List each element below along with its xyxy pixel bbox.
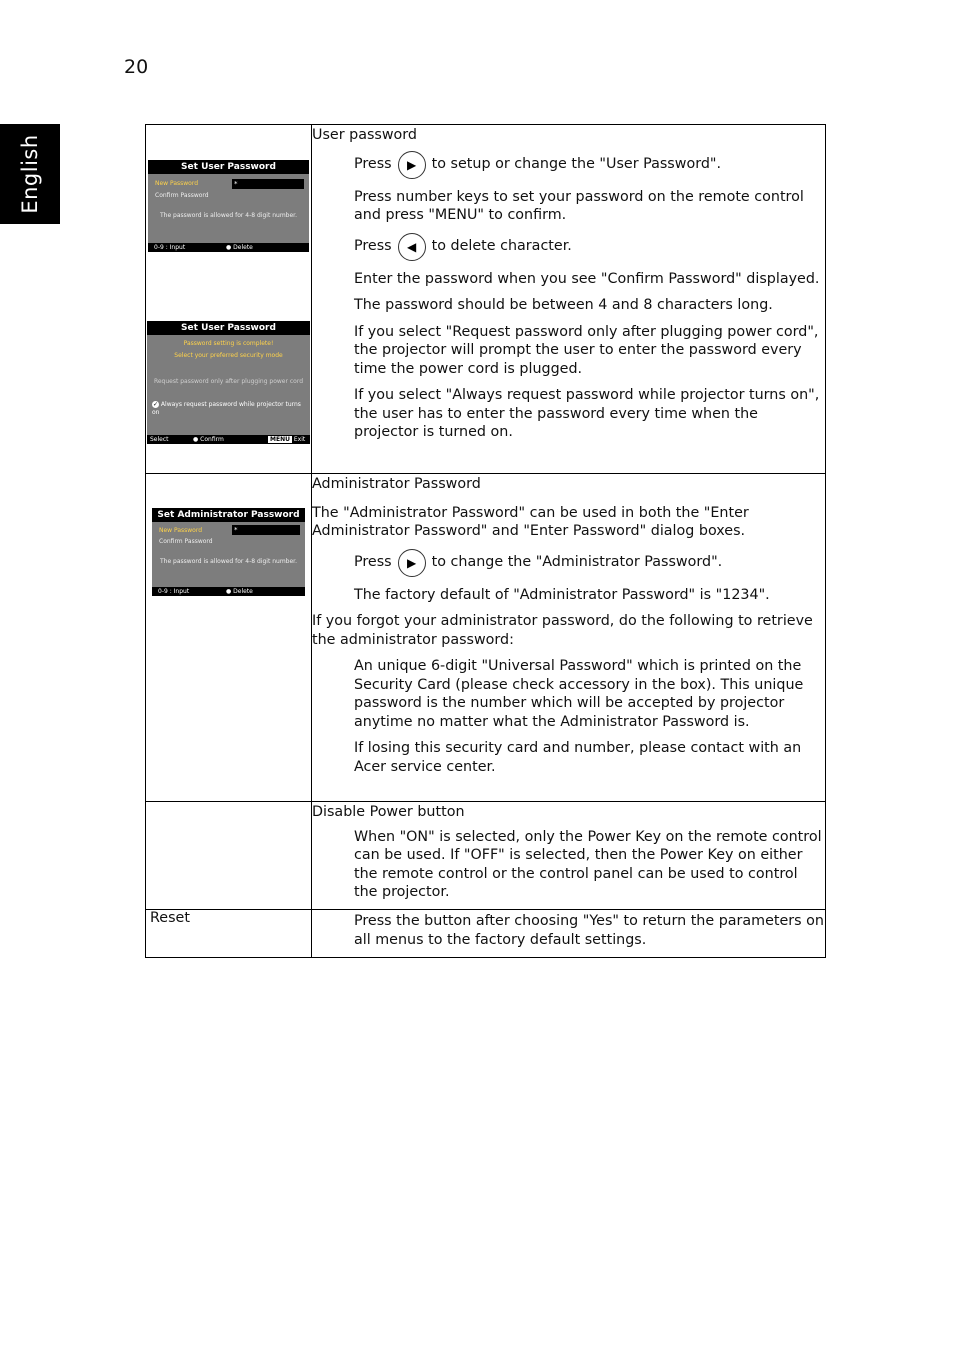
table-row-admin-password [146,474,826,802]
length-instruction: The password should be between 4 and 8 characters long. [354,297,773,313]
request-mode-description: If you select "Request password only after plugging power cord", the projector will prompt the user to enter the password every time the power cord is plugged. [354,323,819,377]
press-setup-line [312,151,825,179]
user-password-description [312,125,826,474]
section-title-disable-power: Disable Power button [312,804,465,820]
press-delete-line [312,233,825,261]
language-tab [0,124,60,224]
language-tab-label: English [18,134,42,214]
always-mode-description: If you select "Always request password while projector turns on", the user has to enter the password every time when the projector is turned on. [354,387,820,440]
osd-footer-exit-label: Exit [293,436,306,443]
osd-footer-delete: ● Delete [226,244,253,251]
osd-option-always [152,401,310,417]
table-row-reset [146,910,826,958]
universal-password-description: An unique 6-digit "Universal Password" which is printed on the Security Card (please check accessory in the box). This unique password is the number which will be accepted by projector anytime no matter what the Administrator Password is. [354,658,804,730]
reset-label-cell [146,910,312,958]
osd-message: The password is allowed for 4-8 digit number. [159,212,297,219]
admin-password-description [312,474,826,802]
osd-footer [148,243,309,252]
menu-key-icon: MENU [270,436,290,443]
osd-complete-message: Password setting is complete! [183,340,274,347]
reset-label: Reset [150,910,190,926]
admin-default: The factory default of "Administrator Password" is "1234". [354,586,770,603]
section-title-admin-password: Administrator Password [312,476,481,492]
osd-security-mode [147,321,310,444]
disable-power-text: When "ON" is selected, only the Power Key on the remote control can be used. If "OFF" is selected, then the Power Key on either the remote control or the control panel can be used to control the projector. [354,828,822,900]
reset-text: Press the button after choosing "Yes" to return the parameters on all menus to the factory default settings. [354,913,824,948]
empty-cell [146,802,312,910]
right-arrow-button-icon: ▶ [398,151,426,179]
press-word: Press [354,156,392,173]
reset-description [312,910,826,958]
osd-option-request: Request password only after plugging power cord [153,378,304,385]
osd-message: The password is allowed for 4-8 digit number. [159,558,297,565]
osd-confirm-password-label: Confirm Password [155,192,209,199]
press-delete-text: to delete character. [431,238,572,255]
osd-title: Set Administrator Password [152,508,305,522]
osd-footer-confirm: ● Confirm [193,436,224,443]
osd-footer-input: 0-9 : Input [154,244,186,251]
osd-confirm-password-label: Confirm Password [159,538,213,545]
confirm-instruction: Enter the password when you see "Confirm Password" displayed. [354,270,820,287]
osd-footer-exit [268,435,305,444]
osd-new-password-field: * [232,525,300,535]
osd-title: Set User Password [148,160,309,174]
table-row-user-password [146,125,826,474]
press-word: Press [354,238,392,255]
check-icon: ✓ [152,401,159,408]
osd-footer-delete-label: Delete [233,244,253,251]
osd-footer [152,587,305,596]
osd-footer-select: Select [150,436,169,443]
admin-forgot: If you forgot your administrator password, do the following to retrieve the administrator password: [312,613,813,648]
osd-footer-delete: ● Delete [226,588,253,595]
osd-footer-delete-label: Delete [233,588,253,595]
osd-option-always-label: Always request password while projector turns on [152,401,301,416]
osd-footer-confirm-label: Confirm [200,436,224,443]
osd-footer [147,435,310,444]
press-change-line [312,549,825,577]
left-arrow-button-icon: ◀ [398,233,426,261]
osd-column [146,125,312,474]
disable-power-description [312,802,826,910]
admin-intro: The "Administrator Password" can be used in both the "Enter Administrator Password" and "Enter Password" dialog boxes. [312,504,749,539]
right-arrow-button-icon: ▶ [398,549,426,577]
page-number: 20 [124,56,149,78]
osd-set-user-password [148,160,309,252]
press-change-text: to change the "Administrator Password". [431,554,723,571]
osd-new-password-label: New Password [155,180,199,187]
osd-new-password-label: New Password [159,527,203,534]
press-setup-text: to setup or change the "User Password". [431,156,722,173]
osd-title: Set User Password [147,321,310,335]
keys-instruction: Press number keys to set your password on the remote control and press "MENU" to confirm. [354,188,804,223]
osd-set-admin-password [152,508,305,596]
press-word: Press [354,554,392,571]
osd-footer-input: 0-9 : Input [158,588,190,595]
osd-new-password-field: * [232,179,304,189]
osd-column [146,474,312,802]
table-row-disable-power [146,802,826,910]
settings-table [145,124,826,958]
osd-select-mode-message: Select your preferred security mode [174,352,283,359]
section-title-user-password: User password [312,127,418,143]
losing-card-description: If losing this security card and number, please contact with an Acer service center. [354,740,802,775]
